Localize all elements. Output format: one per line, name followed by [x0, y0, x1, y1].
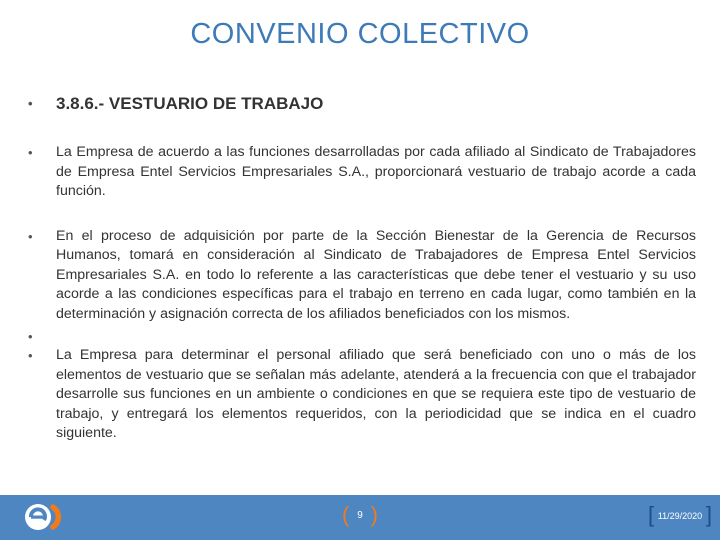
footer-bar	[0, 495, 720, 540]
bracket-left-icon: (	[342, 502, 350, 527]
slide-title: CONVENIO COLECTIVO	[190, 18, 530, 50]
date-text: 11/29/2020	[657, 511, 703, 521]
date-stamp	[648, 503, 712, 529]
list-item	[28, 346, 696, 444]
list-item-empty	[28, 324, 696, 346]
page-number-text: 9	[357, 510, 363, 521]
section-heading-item	[28, 93, 696, 115]
bracket-right-icon: )	[370, 502, 378, 527]
list-item	[28, 143, 696, 202]
paragraph-text: La Empresa para determinar el personal afiliado que será beneficiado con uno o más de los elementos de vestuario que se señalan más adelante, atenderá a la frecuencia con que el trabajador desarrolle sus funciones en un ambiente o condiciones en que se requiera este tipo de vestuario de trabajo, y entregará los elementos requeridos, con la periodicidad que se indica en el cuadro siguiente.	[56, 347, 696, 441]
paragraph-text: En el proceso de adquisición por parte de la Sección Bienestar de la Gerencia de Recursos Humanos, tomará en consideración al Sindicato de Trabajadores de Empresa Entel Servicios Empresariales S.A. en todo lo referente a las características que debe tener el vestuario y su uso acorde a las condiciones específicas para el trabajo en terreno en cada lugar, como también en la determinación y asignación correcta de los afiliados beneficiados con los mismos.	[56, 227, 696, 322]
date-bracket-right: ]	[705, 502, 712, 527]
page-number	[340, 503, 380, 529]
bullet-icon: •	[28, 96, 33, 111]
list-item	[28, 227, 696, 325]
bullet-icon: •	[28, 348, 33, 363]
bullet-icon: •	[28, 145, 33, 160]
bullet-icon: •	[28, 228, 33, 244]
bullet-list	[28, 93, 696, 444]
section-heading: 3.8.6.- VESTUARIO DE TRABAJO	[56, 94, 324, 113]
date-bracket-left: [	[648, 502, 655, 527]
paragraph-text: La Empresa de acuerdo a las funciones desarrolladas por cada afiliado al Sindicato de Trabajadores de Empresa Entel Servicios Empresariales S.A., proporcionará vestuario de trabajo acorde a cada función.	[56, 144, 696, 199]
entel-logo-icon	[22, 499, 64, 535]
bullet-icon: •	[28, 329, 33, 344]
